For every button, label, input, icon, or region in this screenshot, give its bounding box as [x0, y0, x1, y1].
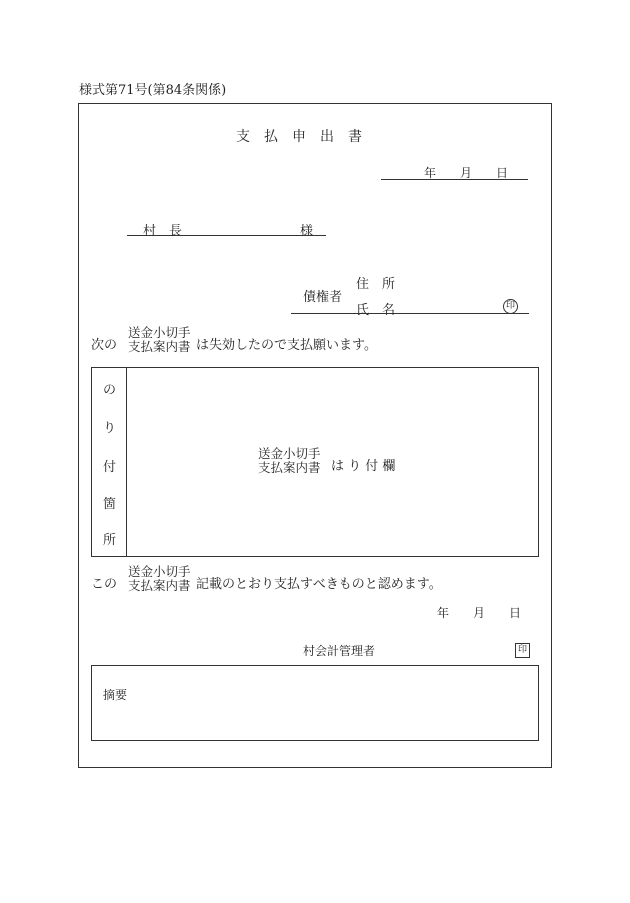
- accounting-officer-label: 村会計管理者: [303, 644, 376, 658]
- paste-side-char-4: 箇: [103, 497, 117, 512]
- paste-center-suffix: は り 付 欄: [331, 459, 396, 474]
- cert-item-line2: 支払案内書: [128, 578, 191, 593]
- cert-lead: この: [91, 577, 118, 592]
- summary-box: [91, 665, 539, 741]
- creditor-name-label: 氏 名: [356, 303, 396, 318]
- paste-center-line2: 支払案内書: [258, 460, 321, 475]
- paste-side-char-2: り: [103, 421, 117, 436]
- date-underline: [381, 179, 528, 180]
- date-field: 年 月 日: [424, 166, 509, 180]
- paste-center-stack: [258, 447, 321, 475]
- paste-side-char-3: 付: [103, 460, 117, 475]
- cert-text: 記載のとおり支払すべきものと認めます。: [196, 577, 442, 592]
- creditor-address-label: 住 所: [356, 277, 396, 292]
- request-lead: 次の: [91, 338, 118, 353]
- addressee-prefix: 村 長: [143, 224, 183, 239]
- creditor-seal-mark: 印: [503, 299, 518, 314]
- form-title: 支 払 申 出 書: [236, 129, 362, 145]
- creditor-underline: [291, 313, 529, 314]
- addressee-suffix: 様: [300, 224, 314, 239]
- request-item-line1: 送金小切手: [128, 325, 191, 340]
- summary-label: 摘要: [103, 688, 128, 702]
- request-text: は失効したので支払願います。: [196, 338, 377, 353]
- paste-center-line1: 送金小切手: [258, 446, 321, 461]
- request-item-stack: [128, 326, 191, 354]
- cert-item-stack: [128, 565, 191, 593]
- paste-side-char-1: の: [103, 383, 117, 398]
- form-number-label: 様式第71号(第84条関係): [79, 83, 227, 98]
- paste-side-char-5: 所: [103, 533, 117, 548]
- addressee-underline: [127, 235, 326, 236]
- cert-item-line1: 送金小切手: [128, 564, 191, 579]
- request-item-line2: 支払案内書: [128, 339, 191, 354]
- creditor-label: 債権者: [303, 290, 343, 305]
- officer-seal-mark: 印: [515, 643, 530, 658]
- cert-date: 年 月 日: [437, 606, 522, 620]
